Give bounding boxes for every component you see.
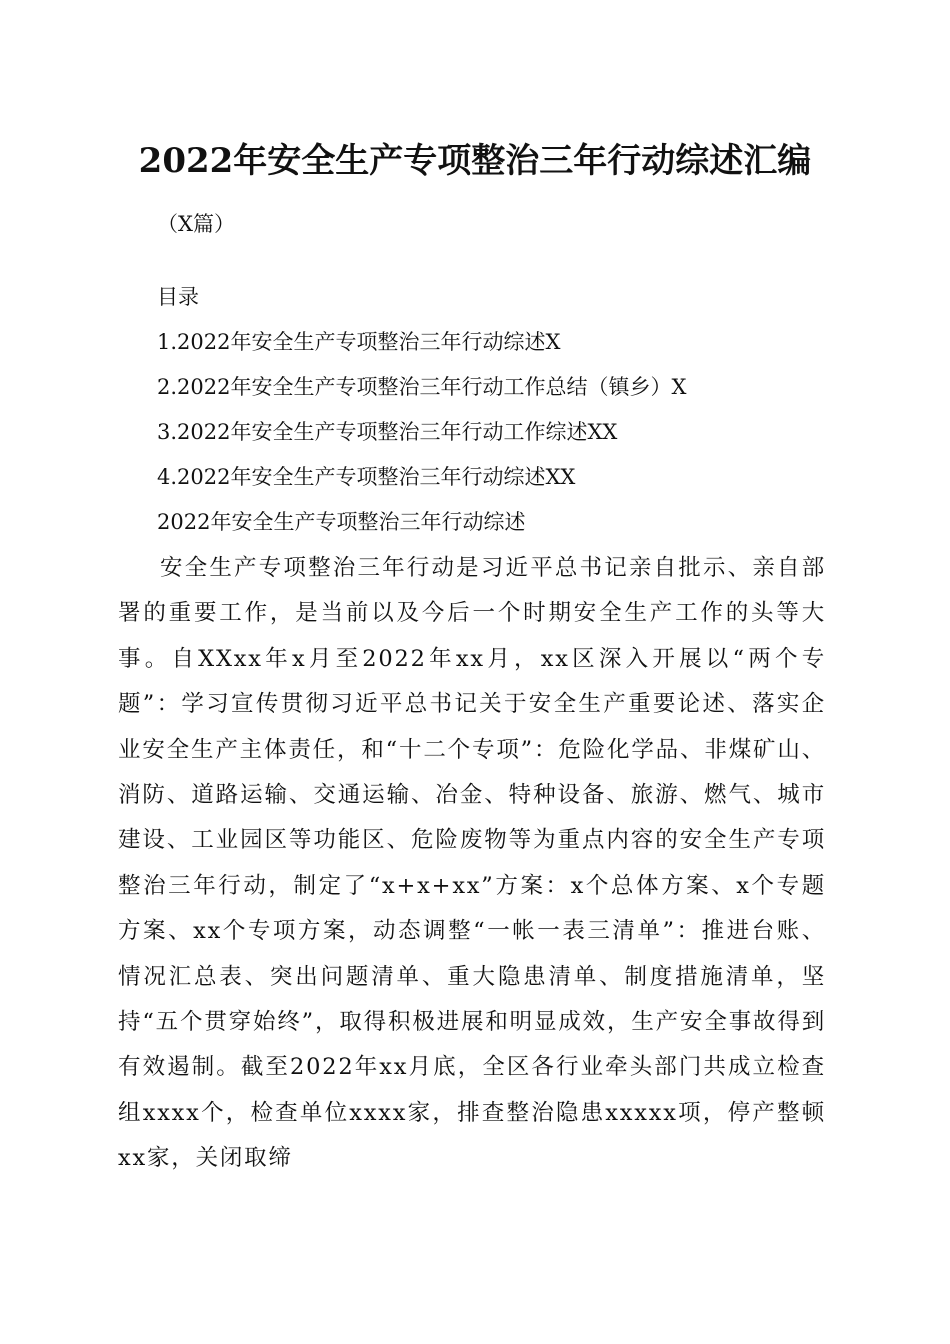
toc-item: 3.2022年安全生产专项整治三年行动工作综述XX [157, 420, 618, 444]
toc-item: 4.2022年安全生产专项整治三年行动综述XX [157, 465, 576, 489]
section-heading: 2022年安全生产专项整治三年行动综述 [157, 510, 526, 534]
document-title: 2022年安全生产专项整治三年行动综述汇编 [138, 141, 812, 181]
toc-item: 2.2022年安全生产专项整治三年行动工作总结（镇乡）X [157, 375, 687, 399]
document-subtitle: （X篇） [157, 212, 235, 236]
body-paragraph: 安全生产专项整治三年行动是习近平总书记亲自批示、亲自部署的重要工作，是当前以及今后一个时期安全生产工作的头等大事。自XXxx年x月至2022年xx月，xx区深入开展以“两个专题”：学习宣传贯彻习近平总书记关于安全生产重要论述、落实企业安全生产主体责任，和“十二个专项”：危险化学品、非煤矿山、消防、道路运输、交通运输、冶金、特种设备、旅游、燃气、城市建设、工业园区等功能区、危险废物等为重点内容的安全生产专项整治三年行动，制定了“x+x+xx”方案：x个总体方案、x个专题方案、xx个专项方案，动态调整“一帐一表三清单”：推进台账、情况汇总表、突出问题清单、重大隐患清单、制度措施清单，坚持“五个贯穿始终”，取得积极进展和明显成效，生产安全事故得到有效遏制。截至2022年xx月底，全区各行业牵头部门共成立检查组xxxx个，检查单位xxxx家，排查整治隐患xxxxx项，停产整顿xx家，关闭取缔 [118, 555, 826, 1172]
toc-heading: 目录 [157, 285, 199, 309]
toc-item: 1.2022年安全生产专项整治三年行动综述X [157, 330, 561, 354]
